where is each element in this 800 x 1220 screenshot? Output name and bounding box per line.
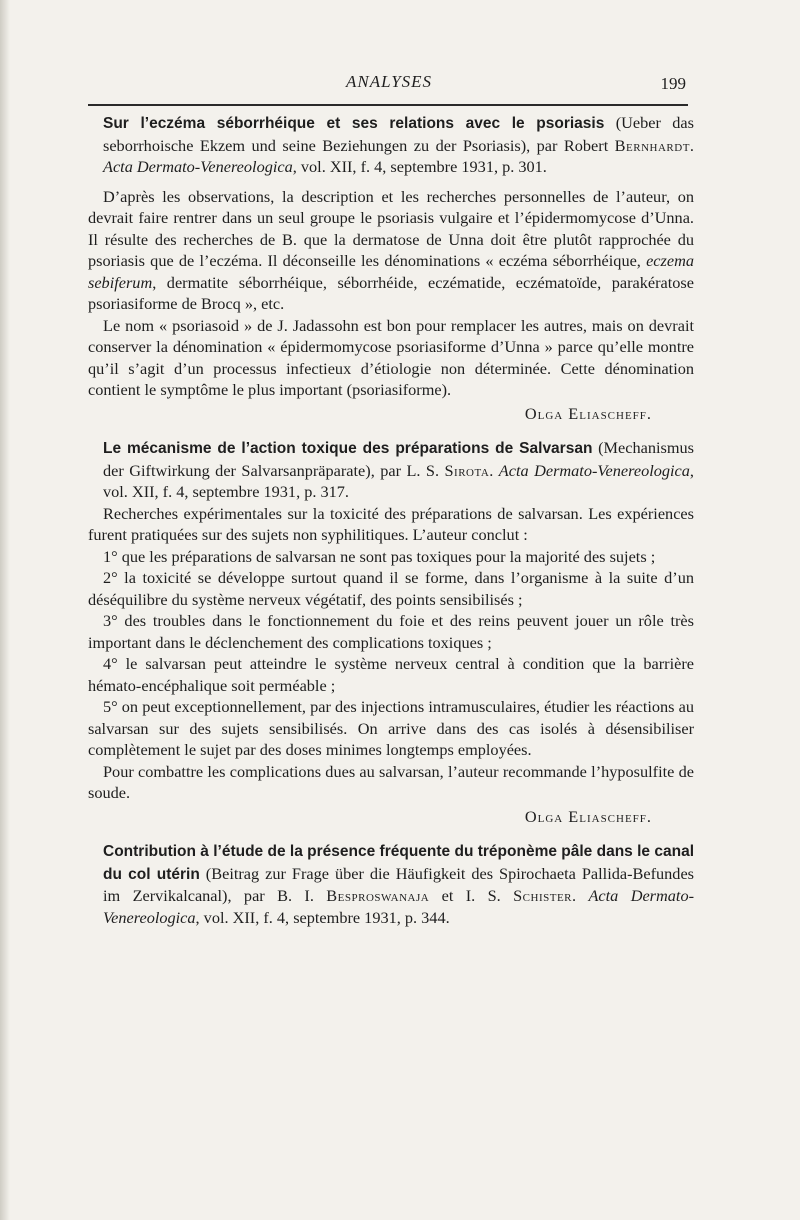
- running-head-title: ANALYSES: [345, 72, 433, 91]
- article-author: Bernhardt: [614, 135, 690, 155]
- paragraph-text: , dermatite séborrhéique, séborrhéide, eczématide, eczématoïde, parakératose psoriasiforme de Brocq », etc.: [88, 272, 694, 313]
- section-gap: [88, 827, 694, 840]
- running-head: [88, 72, 690, 96]
- article-title: Contribution à l’étude de la présence fréquente du tréponème pâle dans le canal du col utérin: [103, 843, 694, 883]
- italic-term: eczema sebiferum: [88, 251, 694, 292]
- author-separator: et I. S.: [429, 886, 514, 905]
- journal-title: Acta Dermato-Venereologica: [103, 157, 293, 176]
- body-paragraph: Recherches expérimentales sur la toxicité des préparations de salvarsan. Les expériences furent pratiquées sur des sujets non syphilitiques. L’auteur conclut :: [88, 503, 694, 544]
- page-content: [88, 112, 694, 928]
- article-subtitle: (Mechanismus der Giftwirkung der Salvarsanpräparate), par L. S.: [103, 438, 694, 480]
- paragraph-text: D’après les observations, la description et les recherches personnelles de l’auteur, on devrait faire rentrer dans un seul groupe le psoriasis vulgaire et l’épidermomycose d’Unna. Il résulte des recherches de B. que la dermatose de Unna doit être plutôt rapprochée du psoriasis que de l’eczéma. Il déconseille les dénominations « eczéma séborrhéique,: [88, 186, 694, 270]
- signature: Olga Eliascheff.: [524, 403, 652, 423]
- section-gap: [88, 424, 694, 437]
- article-title: Sur l’eczéma séborrhéique et ses relations avec le psoriasis: [103, 115, 605, 132]
- signature: Olga Eliascheff.: [524, 806, 652, 826]
- citation-separator: .: [489, 460, 499, 480]
- article-subtitle: (Beitrag zur Frage über die Häufigkeit des Spirochaeta Pallida-Befundes im Zervikalcanal), par B. I.: [103, 863, 695, 905]
- journal-title: Acta Dermato-Venereologica: [498, 460, 690, 480]
- article-heading: [88, 112, 694, 178]
- list-item: 5° on peut exceptionnellement, par des injections intramusculaires, étudier les réactions au salvarsan sur des sujets sensibilisés. On arrive dans des cas isolés à désensibiliser complètement le sujet par des doses minimes longtemps employées.: [88, 697, 694, 759]
- citation-separator: .: [689, 135, 694, 155]
- article-subtitle: (Ueber das seborrhoische Ekzem und seine Beziehungen zu der Psoriasis), par Robert: [103, 113, 694, 155]
- body-paragraph: [88, 186, 694, 315]
- article-heading: [88, 840, 694, 928]
- citation-details: , vol. XII, f. 4, septembre 1931, p. 317.: [103, 460, 694, 501]
- citation-separator: .: [572, 886, 589, 905]
- list-item: 3° des troubles dans le fonctionnement du foie et des reins peuvent jouer un rôle très important dans le déclenchement des complications toxiques ;: [88, 611, 694, 652]
- article-author: Besproswanaja: [326, 886, 430, 905]
- list-item: 1° que les préparations de salvarsan ne sont pas toxiques pour la majorité des sujets ;: [103, 546, 656, 566]
- header-rule: [88, 104, 688, 106]
- body-paragraph: Pour combattre les complications dues au salvarsan, l’auteur recommande l’hyposulfite de soude.: [88, 761, 694, 802]
- citation-details: , vol. XII, f. 4, septembre 1931, p. 301.: [292, 157, 547, 176]
- article-heading: [88, 437, 694, 503]
- list-item: 2° la toxicité se développe surtout quand il se forme, dans l’organisme à la suite d’un déséquilibre du système nerveux végétatif, des points sensibilisés ;: [88, 568, 694, 609]
- body-paragraph: Le nom « psoriasoid » de J. Jadassohn est bon pour remplacer les autres, mais on devrait conserver la dénomination « épidermomycose psoriasiforme d’Unna » parce qu’elle montre qu’il s’agit d’un processus infectieux d’étiologie non déterminée. Cette dénomination contient le symptôme le plus important (psoriasiforme).: [88, 315, 694, 399]
- article-title: Le mécanisme de l’action toxique des préparations de Salvarsan: [103, 440, 593, 457]
- journal-title: Acta Dermato-Venereologica: [103, 886, 695, 927]
- citation-details: , vol. XII, f. 4, septembre 1931, p. 344.: [195, 907, 450, 927]
- page-number: 199: [660, 74, 686, 93]
- article-author: Schister: [513, 886, 573, 905]
- list-item: 4° le salvarsan peut atteindre le système nerveux central à condition que la barrière hémato-encéphalique soit perméable ;: [88, 654, 694, 695]
- page-binding-shadow: [0, 0, 10, 1220]
- article-author: Sirota: [444, 460, 490, 480]
